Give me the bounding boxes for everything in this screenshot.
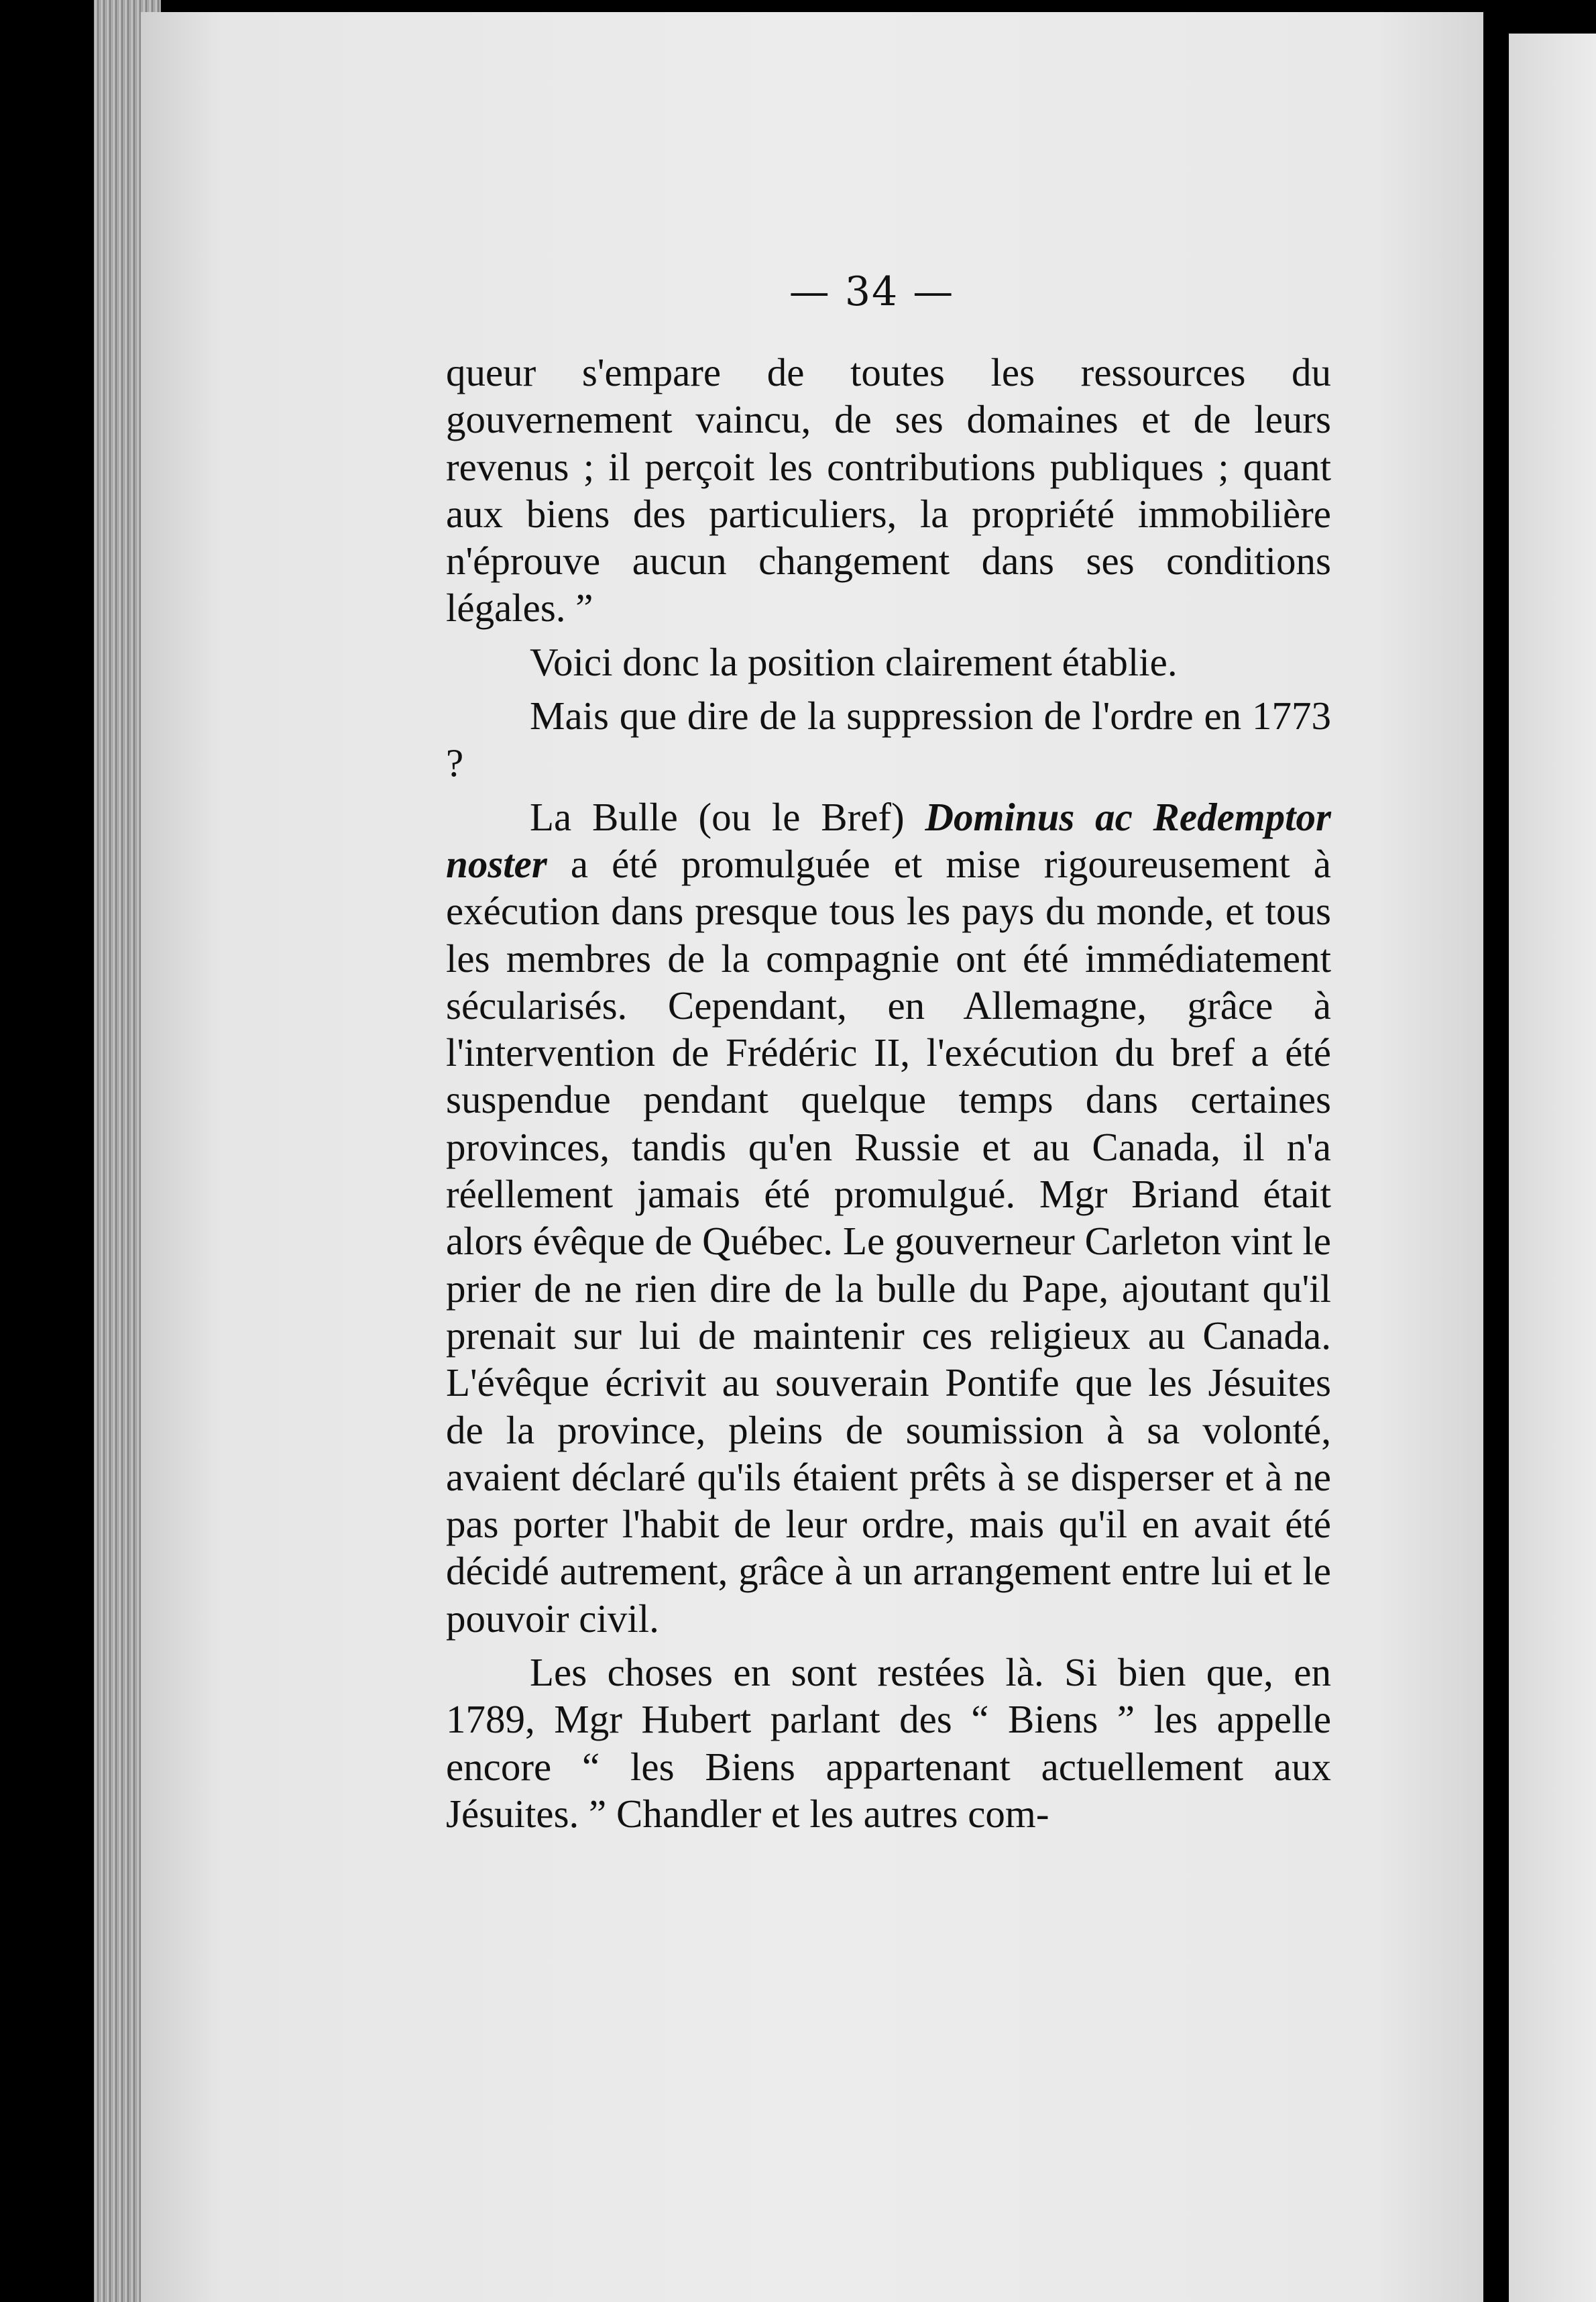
facing-page-edge — [1509, 34, 1596, 2302]
bull-title: Dominus ac Redemptor noster — [446, 794, 1331, 886]
body-text — [446, 349, 1331, 1844]
paragraph-2: Voici donc la position clairement établie. — [530, 639, 1178, 684]
paragraph-3: Mais que dire de la suppression de l'ordre en 1773 ? — [446, 694, 1331, 785]
page-number: — 34 — — [789, 268, 955, 315]
book-gutter — [1483, 0, 1509, 2302]
paragraph-4-rest: a été promulguée et mise rigoureusement à exécution dans presque tous les pays du monde, et tous les membres de la compagnie ont été immédiatement sécularisés. Cependant, en Allemagne, grâce à l'intervention de Frédéric II, l'exécution du bref a été suspendue pendant quelque temps dans certaines provinces, tandis qu'en Russie et au Canada, il n'a réellement jamais été promulgué. Mgr Briand était alors évêque de Québec. Le gouverneur Carleton vint le prier de ne rien dire de la bulle du Pape, ajoutant qu'il prenait sur lui de maintenir ces religieux au Canada. L'évêque écrivit au souverain Pontife que les Jésuites de la province, pleins de soumission à sa volonté, avaient déclaré qu'ils étaient prêts à se disperser et à ne pas porter l'habit de leur ordre, mais qu'il en avait été décidé autrement, grâce à un arrangement entre lui et le pouvoir civil. — [446, 841, 1331, 1641]
paragraph-4-start: La Bulle (ou le Bref) — [530, 794, 925, 839]
paragraph-5: Les choses en sont restées là. Si bien que, en 1789, Mgr Hubert parlant des “ Biens ” les appelle encore “ les Biens appartenant actuellement aux Jésuites. ” Chandler et les autres com- — [446, 1650, 1331, 1836]
paragraph-1: queur s'empare de toutes les ressources du gouvernement vaincu, de ses domaines et de leurs revenus ; il perçoit les contributions publiques ; quant aux biens des particuliers, la propriété immobilière n'éprouve aucun changement dans ses conditions légales. ” — [446, 350, 1331, 631]
paragraph-4 — [446, 793, 1331, 1642]
